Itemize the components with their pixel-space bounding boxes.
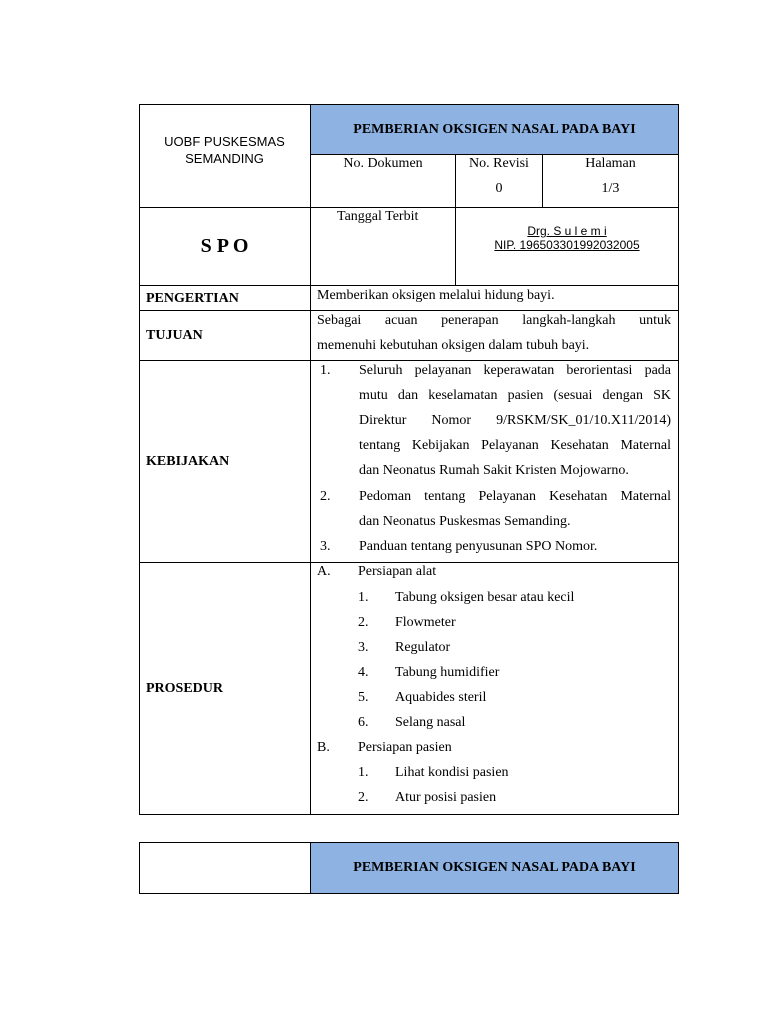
no-revisi-label: No. Revisi [469, 156, 529, 171]
border-line [678, 104, 679, 815]
border-line [678, 842, 679, 894]
prosedur-item-number: 4. [358, 665, 369, 680]
prosedur-item-number: 3. [358, 640, 369, 655]
kebijakan-item-line: Pedoman tentang Pelayanan Kesehatan Maternal [359, 489, 671, 504]
prosedur-item-text: Tabung oksigen besar atau kecil [395, 590, 575, 605]
border-line [139, 893, 679, 894]
prosedur-section-letter: A. [317, 564, 331, 579]
border-line [310, 104, 311, 815]
pengertian-label: PENGERTIAN [146, 291, 239, 306]
prosedur-item-number: 2. [358, 615, 369, 630]
prosedur-section-title: Persiapan alat [358, 564, 437, 579]
prosedur-item-text: Flowmeter [395, 615, 456, 630]
kebijakan-item-line: dan Neonatus Rumah Sakit Kristen Mojowarno. [359, 463, 629, 478]
prosedur-item-number: 5. [358, 690, 369, 705]
signer-nip: NIP. 196503301992032005 [494, 238, 640, 252]
prosedur-item-text: Selang nasal [395, 715, 466, 730]
institution-line-2: SEMANDING [185, 151, 264, 166]
prosedur-item-number: 6. [358, 715, 369, 730]
document-title: PEMBERIAN OKSIGEN NASAL PADA BAYI [353, 860, 636, 875]
signer-name: Drg. S u l e m i [527, 224, 607, 238]
document-title: PEMBERIAN OKSIGEN NASAL PADA BAYI [353, 122, 636, 137]
border-line [139, 842, 679, 843]
kebijakan-item-number: 2. [320, 489, 331, 504]
tujuan-line: memenuhi kebutuhan oksigen dalam tubuh bayi. [317, 338, 590, 353]
kebijakan-item-number: 1. [320, 363, 331, 378]
prosedur-section-letter: B. [317, 740, 330, 755]
border-line [139, 842, 140, 894]
halaman-value: 1/3 [601, 181, 620, 196]
kebijakan-label: KEBIJAKAN [146, 454, 230, 469]
prosedur-item-text: Tabung humidifier [395, 665, 500, 680]
kebijakan-item-line: dan Neonatus Puskesmas Semanding. [359, 514, 571, 529]
prosedur-item-number: 1. [358, 590, 369, 605]
kebijakan-item-line: Direktur Nomor 9/RSKM/SK_01/10.X11/2014) [359, 413, 671, 428]
kebijakan-item-line: Panduan tentang penyusunan SPO Nomor. [359, 539, 598, 554]
pengertian-text: Memberikan oksigen melalui hidung bayi. [317, 288, 555, 303]
prosedur-item-number: 2. [358, 790, 369, 805]
institution-line-1: UOBF PUSKESMAS [164, 134, 285, 149]
prosedur-item-number: 1. [358, 765, 369, 780]
halaman-label: Halaman [585, 156, 636, 171]
tanggal-terbit-label: Tanggal Terbit [337, 209, 419, 224]
tujuan-label: TUJUAN [146, 328, 203, 343]
border-line [139, 814, 679, 815]
no-revisi-value: 0 [495, 181, 503, 196]
prosedur-item-text: Lihat kondisi pasien [395, 765, 509, 780]
prosedur-item-text: Atur posisi pasien [395, 790, 497, 805]
kebijakan-item-line: tentang Kebijakan Pelayanan Kesehatan Maternal [359, 438, 671, 453]
border-line [139, 104, 679, 105]
kebijakan-item-line: mutu dan keselamatan pasien (sesuai dengan SK [359, 388, 671, 403]
prosedur-section-title: Persiapan pasien [358, 740, 452, 755]
kebijakan-item-line: Seluruh pelayanan keperawatan berorientasi pada [359, 363, 671, 378]
spo-label: S P O [200, 235, 249, 257]
prosedur-label: PROSEDUR [146, 681, 224, 696]
prosedur-item-text: Regulator [395, 640, 451, 655]
border-line [139, 104, 140, 815]
prosedur-item-text: Aquabides steril [395, 690, 487, 705]
no-dokumen-label: No. Dokumen [343, 156, 423, 171]
kebijakan-item-number: 3. [320, 539, 331, 554]
tujuan-line: Sebagai acuan penerapan langkah-langkah untuk [317, 313, 671, 328]
